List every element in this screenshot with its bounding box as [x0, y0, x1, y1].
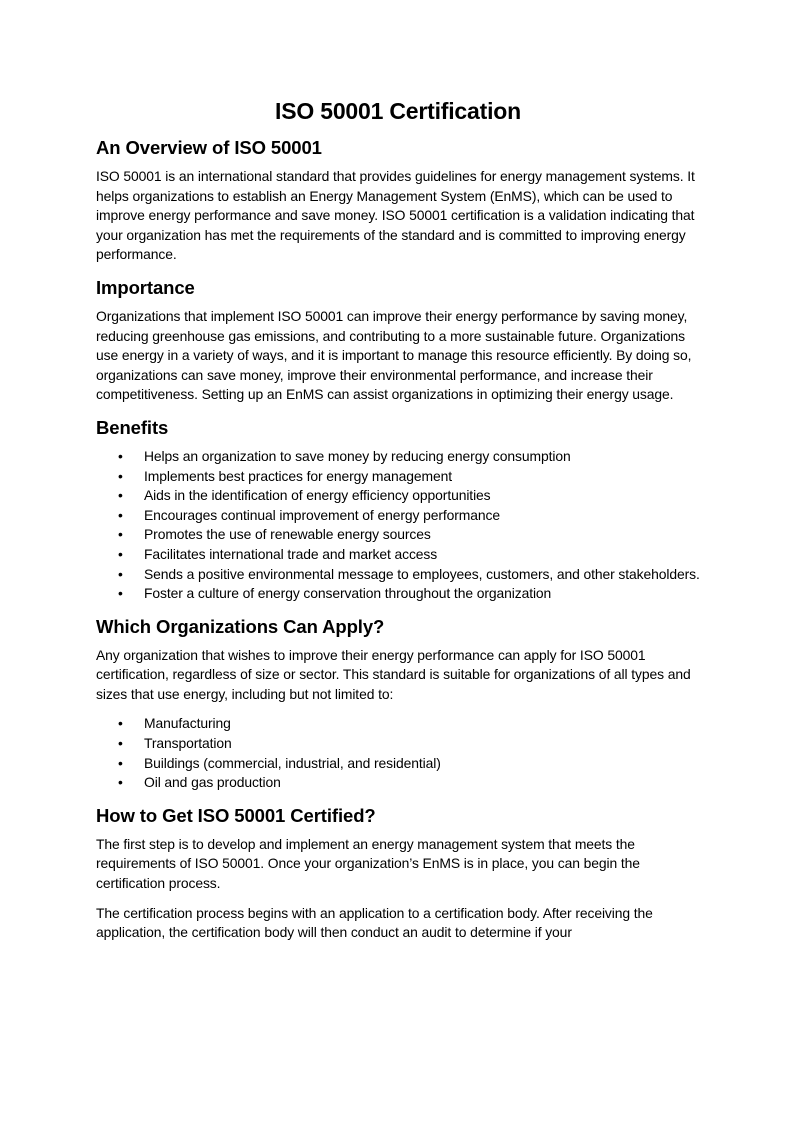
document-page	[96, 96, 700, 953]
bullet-icon: •	[118, 585, 123, 602]
sectors-list	[96, 714, 700, 792]
list-item-text: Foster a culture of energy conservation throughout the organization	[144, 585, 552, 602]
list-item-text: Encourages continual improvement of energy performance	[144, 506, 500, 523]
who-can-apply-paragraph: Any organization that wishes to improve their energy performance can apply for ISO 50001 certification, regardless of size or sector. This standard is suitable for organizations of all types and sizes that use energy, including but not limited to:	[96, 646, 691, 702]
bullet-icon: •	[118, 754, 123, 771]
list-item	[96, 486, 700, 506]
section-heading-who-can-apply: Which Organizations Can Apply?	[96, 615, 385, 637]
bullet-icon: •	[118, 467, 123, 484]
list-item-text: Transportation	[144, 735, 232, 752]
importance-paragraph: Organizations that implement ISO 50001 can improve their energy performance by saving money, reducing greenhouse gas emissions, and contributing to a more sustainable future. Organizations use energy in a variety of ways, and it is important to manage this resource efficiently. By doing so, organizations can save money, improve their environmental performance, and increase their competitiveness. Setting up an EnMS can assist organizations in optimizing their energy usage.	[96, 307, 692, 403]
list-item	[96, 545, 700, 565]
list-item	[96, 584, 700, 604]
list-item-text: Oil and gas production	[144, 774, 281, 791]
bullet-icon: •	[118, 545, 123, 562]
list-item	[96, 447, 700, 467]
list-item-text: Buildings (commercial, industrial, and residential)	[144, 754, 441, 771]
bullet-icon: •	[118, 506, 123, 523]
section-heading-benefits: Benefits	[96, 416, 169, 438]
list-item	[96, 565, 700, 585]
list-item-text: Facilitates international trade and market access	[144, 545, 438, 562]
how-to-certify-paragraph-2: The certification process begins with an application to a certification body. After receiving the application, the certification body will then conduct an audit to determine if your	[96, 904, 653, 941]
bullet-icon: •	[118, 715, 123, 732]
bullet-icon: •	[118, 774, 123, 791]
list-item-text: Manufacturing	[144, 715, 231, 732]
list-item	[96, 734, 700, 754]
bullet-icon: •	[118, 447, 123, 464]
list-item-text: Sends a positive environmental message to employees, customers, and other stakeholders.	[144, 565, 700, 582]
list-item-text: Aids in the identification of energy efficiency opportunities	[144, 487, 491, 504]
list-item	[96, 506, 700, 526]
list-item	[96, 754, 700, 774]
section-heading-how-to-certify: How to Get ISO 50001 Certified?	[96, 804, 376, 826]
list-item-text: Implements best practices for energy management	[144, 467, 452, 484]
list-item	[96, 714, 700, 734]
list-item-text: Helps an organization to save money by reducing energy consumption	[144, 447, 571, 464]
bullet-icon: •	[118, 487, 123, 504]
list-item	[96, 467, 700, 487]
list-item	[96, 773, 700, 793]
bullet-icon: •	[118, 565, 123, 582]
benefits-list	[96, 447, 700, 604]
section-heading-overview: An Overview of ISO 50001	[96, 137, 322, 158]
document-title: ISO 50001 Certification	[275, 98, 521, 124]
overview-paragraph: ISO 50001 is an international standard that provides guidelines for energy management systems. It helps organizations to establish an Energy Management System (EnMS), which can be used to improve energy performance and save money. ISO 50001 certification is a validation indicating that your organization has met the requirements of the standard and is committed to improving energy performance.	[96, 168, 695, 263]
section-heading-importance: Importance	[96, 276, 195, 298]
bullet-icon: •	[118, 735, 123, 752]
how-to-certify-paragraph-1: The first step is to develop and implement an energy management system that meets the requirements of ISO 50001. Once your organization’s EnMS is in place, you can begin the certification process.	[96, 835, 640, 892]
list-item-text: Promotes the use of renewable energy sources	[144, 526, 431, 543]
bullet-icon: •	[118, 526, 123, 543]
list-item	[96, 525, 700, 545]
